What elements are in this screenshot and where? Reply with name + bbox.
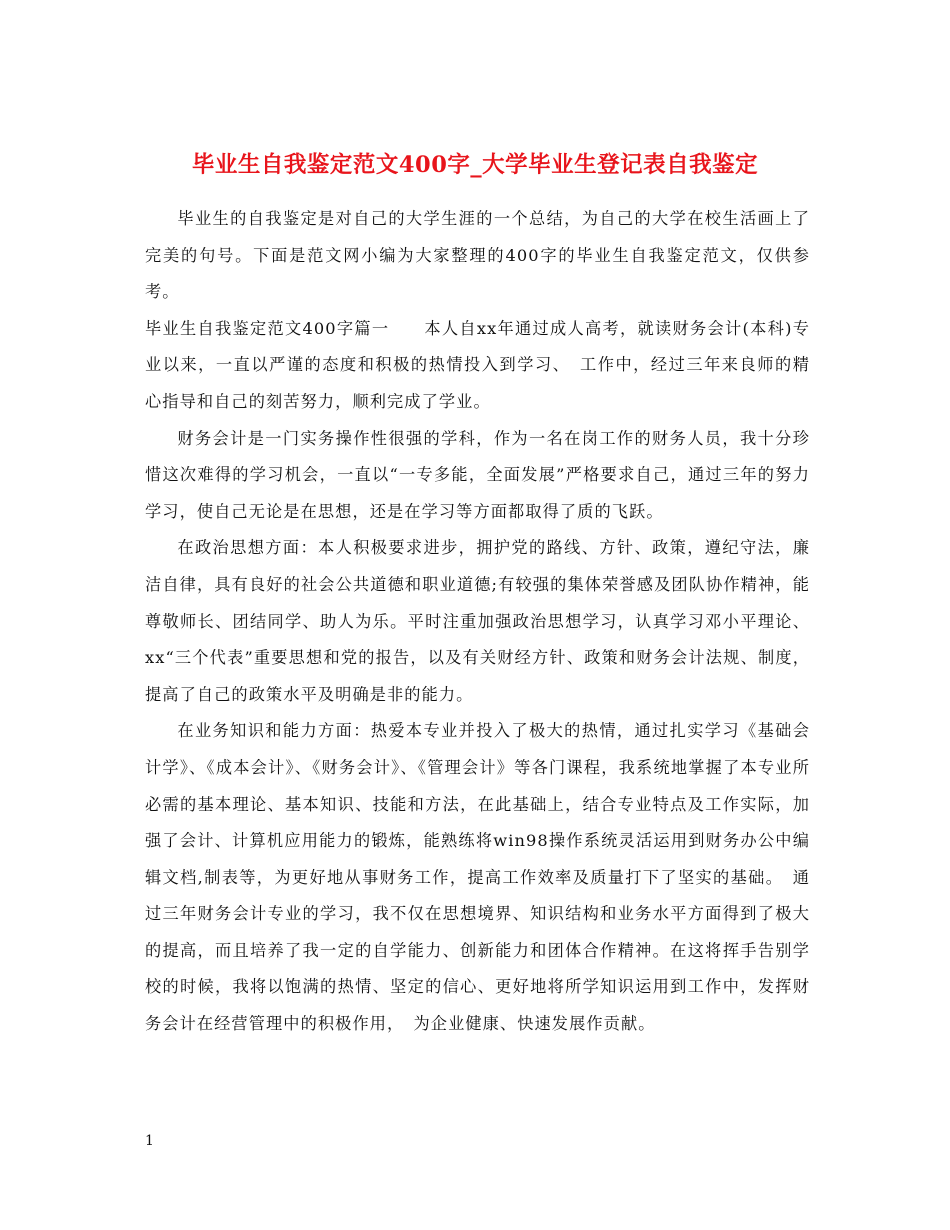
paragraph-section-one: 毕业生自我鉴定范文400字篇一 本人自xx年通过成人高考，就读财务会计(本科)专业以来，一直以严谨的态度和积极的热情投入到学习、 工作中，经过三年来良师的精心指导和自己的刻苦努力，顺利完成了学业。 <box>145 318 810 411</box>
paragraph-intro: 毕业生的自我鉴定是对自己的大学生涯的一个总结，为自己的大学在校生活画上了完美的句号。下面是范文网小编为大家整理的400字的毕业生自我鉴定范文，仅供参考。 <box>145 209 810 302</box>
document-body <box>145 201 810 1043</box>
paragraph-professional: 在业务知识和能力方面：热爱本专业并投入了极大的热情，通过扎实学习《基础会计学》、《成本会计》、《财务会计》、《管理会计》等各门课程，我系统地掌握了本专业所必需的基本理论、基本知识、技能和方法，在此基础上，结合专业特点及工作实际，加强了会计、计算机应用能力的锻炼，能熟练将win98操作系统灵活运用到财务办公中编辑文档,制表等，为更好地从事财务工作，提高工作效率及质量打下了坚实的基础。 通过三年财务会计专业的学习，我不仅在思想境界、知识结构和业务水平方面得到了极大的提高，而且培养了我一定的自学能力、创新能力和团体合作精神。在这将挥手告别学校的时候，我将以饱满的热情、坚定的信心、更好地将所学知识运用到工作中，发挥财务会计在经营管理中的积极作用， 为企业健康、快速发展作贡献。 <box>145 721 810 1034</box>
paragraph-political: 在政治思想方面：本人积极要求进步，拥护党的路线、方针、政策，遵纪守法，廉洁自律，具有良好的社会公共道德和职业道德;有较强的集体荣誉感及团队协作精神，能尊敬师长、团结同学、助人为乐。平时注重加强政治思想学习，认真学习邓小平理论、xx“三个代表”重要思想和党的报告，以及有关财经方针、政策和财务会计法规、制度，提高了自己的政策水平及明确是非的能力。 <box>145 538 810 704</box>
page-number: 1 <box>145 1133 154 1149</box>
paragraph-accounting: 财务会计是一门实务操作性很强的学科，作为一名在岗工作的财务人员，我十分珍惜这次难得的学习机会，一直以“一专多能，全面发展”严格要求自己，通过三年的努力学习，使自己无论是在思想，还是在学习等方面都取得了质的飞跃。 <box>145 428 810 521</box>
document-title: 毕业生自我鉴定范文400字_大学毕业生登记表自我鉴定 <box>191 152 759 179</box>
